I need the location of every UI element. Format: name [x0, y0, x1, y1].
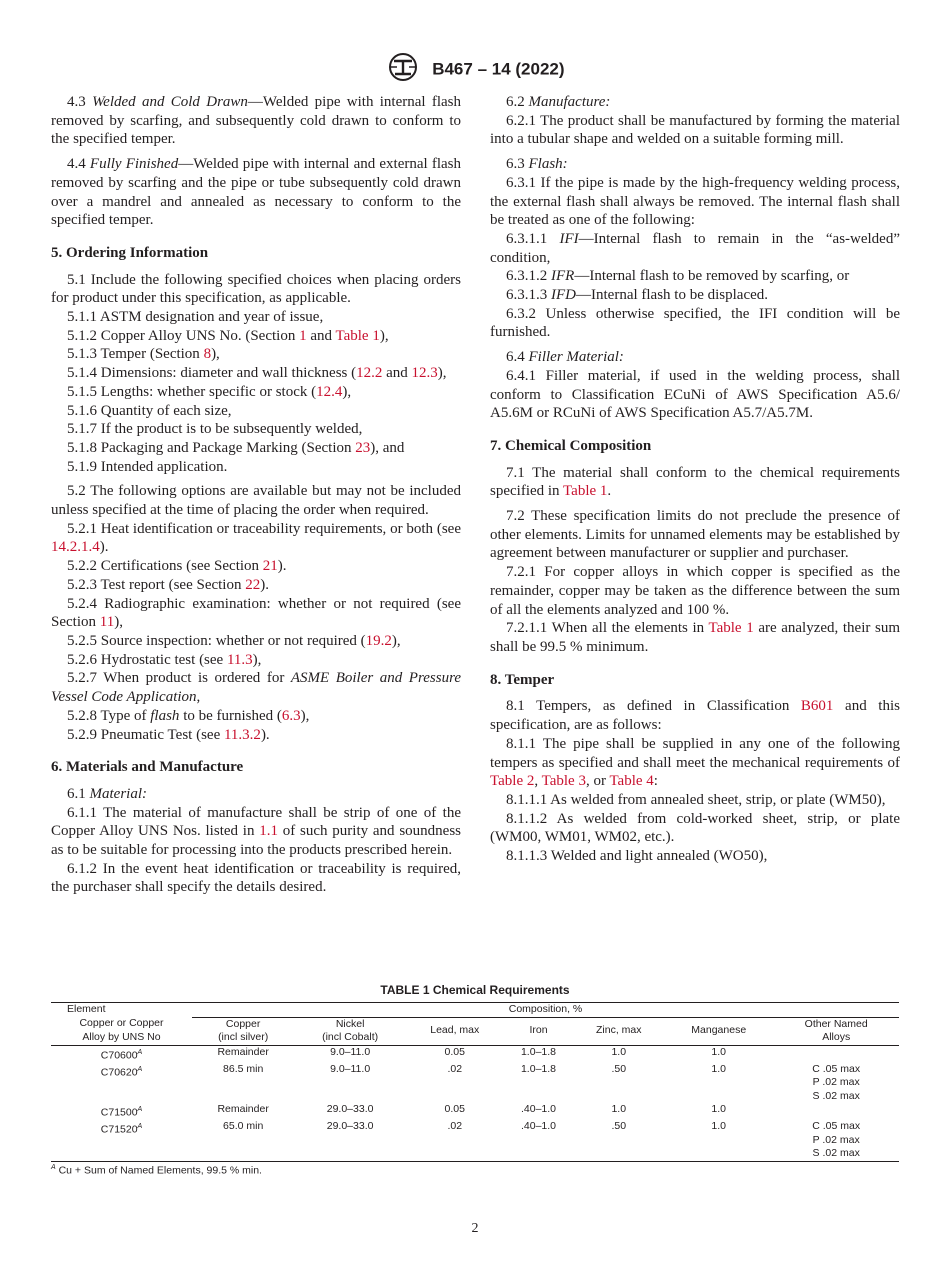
table-1-title: TABLE 1 Chemical Requirements	[380, 983, 570, 997]
para-8-1-1-1: 8.1.1.1 As welded from annealed sheet, strip, or plate (WM50),	[506, 791, 886, 808]
ref-1-1[interactable]: 1.1	[259, 823, 278, 840]
para-5-1-1: 5.1.1 ASTM designation and year of issue,	[67, 309, 324, 326]
para-8-1: 8.1 Tempers, as defined in Classification B601 and this specification, are as follows:	[490, 698, 900, 734]
ref-section-22[interactable]: 22	[245, 576, 261, 593]
ref-table-1[interactable]: Table 1	[563, 483, 608, 500]
col-zinc: Zinc, max	[573, 1017, 664, 1045]
para-5-2-1: 5.2.1 Heat identification or traceability requirements, or both (see 14.2.1.4).	[51, 520, 461, 556]
section-5-heading: 5. Ordering Information	[51, 244, 209, 261]
ref-table-1[interactable]: Table 1	[708, 620, 754, 637]
para-6-1-1: 6.1.1 The material of manufacture shall be strip of one of the Copper Alloy UNS Nos. listed in 1.1 of such purity and soundness as to be suitable for processing into the products prescribed herein.	[51, 804, 461, 859]
para-6-3-1: 6.3.1 If the pipe is made by the high-frequency welding process, the external flash shall always be removed. The internal flash shall be treated as one of the following:	[490, 174, 900, 229]
element-header: Element	[51, 1003, 192, 1018]
para-6-3-1-1: 6.3.1.1 IFI—Internal flash to remain in the “as-welded” condition,	[490, 230, 900, 266]
table-row: $C71500^A$ Remainder 29.0–33.0 0.05 .40–1.0 1.0 1.0	[100, 1103, 727, 1119]
ref-section-8[interactable]: 8	[203, 346, 212, 363]
astm-logo-icon	[385, 52, 421, 87]
para-5-1-5: 5.1.5 Lengths: whether specific or stock (12.4),	[67, 383, 352, 400]
para-6-3-1-3: 6.3.1.3 IFD—Internal flash to be displaced.	[506, 287, 769, 304]
para-7-2: 7.2 These specification limits do not preclude the presence of other elements. Limits for unnamed elements may be established by agreement between manufacturer or supplier and purchaser.	[490, 508, 900, 562]
para-5-2-5: 5.2.5 Source inspection: whether or not required (19.2),	[67, 632, 401, 649]
para-5-1: 5.1 Include the following specified choices when placing orders for product under this specification, as applicable.	[51, 271, 461, 307]
para-4-3: 4.3 Welded and Cold Drawn—Welded pipe with internal flash removed by scarfing, and subsequently cold drawn to conform to the specified temper.	[51, 94, 462, 148]
chemical-requirements-table	[51, 1002, 899, 1162]
para-6-3-2: 6.3.2 Unless otherwise specified, the IFI condition will be furnished.	[490, 305, 900, 341]
para-6-3: 6.3 Flash:	[506, 156, 568, 173]
para-6-4-1: 6.4.1 Filler material, if used in the welding process, shall conform to Classification ECuNi of AWS Specification A5.6/ A5.6M or RCuNi of AWS Specification A5.7/A5.7M.	[490, 367, 900, 422]
table-row: $C71520^A$ 65.0 min 29.0–33.0 .02 .40–1.0 .50 1.0 C .05 max P .02 max S .02 max	[51, 1120, 899, 1161]
page-number: 2	[471, 1221, 479, 1236]
ref-12-3[interactable]: 12.3	[411, 365, 438, 382]
para-5-1-9: 5.1.9 Intended application.	[67, 458, 228, 475]
ref-14-2-1-4[interactable]: 14.2.1.4	[51, 539, 100, 556]
para-5-1-7: 5.1.7 If the product is to be subsequently welded,	[67, 421, 363, 438]
section-6-heading: 6. Materials and Manufacture	[51, 759, 244, 776]
ref-section-11[interactable]: 11	[99, 614, 115, 631]
ref-section-1[interactable]: 1	[299, 327, 307, 344]
para-6-2-1: 6.2.1 The product shall be manufactured by forming the material into a tubular shape and welded on a suitable forming mill.	[490, 112, 900, 148]
para-7-1: 7.1 The material shall conform to the chemical requirements specified in Table 1.	[490, 464, 900, 500]
para-7-2-1-1: 7.2.1.1 When all the elements in Table 1 are analyzed, their sum shall be 99.5 % minimum.	[490, 620, 900, 655]
para-5-1-4: 5.1.4 Dimensions: diameter and wall thickness (12.2 and 12.3),	[67, 365, 447, 382]
ref-table-2[interactable]: Table 2	[490, 773, 535, 790]
ref-12-2[interactable]: 12.2	[356, 365, 383, 382]
section-7-heading: 7. Chemical Composition	[490, 437, 652, 454]
para-8-1-1-3: 8.1.1.3 Welded and light annealed (WO50),	[506, 848, 768, 865]
para-5-2-3: 5.2.3 Test report (see Section 22).	[67, 576, 269, 593]
ref-section-21[interactable]: 21	[262, 558, 278, 575]
left-column	[51, 93, 461, 897]
para-5-2-6: 5.2.6 Hydrostatic test (see 11.3),	[67, 651, 262, 668]
para-7-2-1: 7.2.1 For copper alloys in which copper is specified as the remainder, copper may be taken as the difference between the sum of all the elements analyzed and 100 %.	[490, 564, 900, 618]
page-header	[0, 52, 950, 87]
ref-section-23[interactable]: 23	[355, 439, 371, 456]
right-column	[490, 93, 900, 866]
para-6-1-2: 6.1.2 In the event heat identification or traceability is required, the purchaser shall specify the details desired.	[51, 860, 461, 896]
col-iron: Iron	[504, 1017, 574, 1045]
para-5-1-3: 5.1.3 Temper (Section 8),	[67, 346, 220, 363]
composition-header: Composition, %	[192, 1003, 899, 1018]
para-5-2-8: 5.2.8 Type of flash to be furnished (6.3),	[67, 707, 310, 724]
ref-table-4[interactable]: Table 4	[609, 773, 654, 790]
table-row: $C70600^A$ Remainder 9.0–11.0 0.05 1.0–1.8 1.0 1.0	[100, 1045, 727, 1061]
ref-6-3[interactable]: 6.3	[281, 707, 301, 724]
ref-11-3[interactable]: 11.3	[226, 651, 253, 668]
para-5-2-4: 5.2.4 Radiographic examination: whether or not required (see Section 11),	[51, 595, 461, 631]
ref-table-1[interactable]: Table 1	[335, 327, 380, 344]
col-copper: Copper (incl silver)	[192, 1017, 294, 1045]
ref-11-3-2[interactable]: 11.3.2	[223, 726, 261, 743]
para-6-3-1-2: 6.3.1.2 IFR—Internal flash to be removed by scarfing, or	[506, 268, 850, 285]
col-manganese: Manganese	[664, 1017, 773, 1045]
para-5-2-2: 5.2.2 Certifications (see Section 21).	[67, 558, 287, 575]
para-5-1-6: 5.1.6 Quantity of each size,	[67, 402, 232, 419]
para-6-2: 6.2 Manufacture:	[506, 94, 611, 110]
ref-19-2[interactable]: 19.2	[365, 632, 392, 649]
col-nickel: Nickel (incl Cobalt)	[294, 1017, 406, 1045]
para-5-2: 5.2 The following options are available but may not be included unless specified at the time of placing the order when required.	[51, 483, 461, 519]
para-6-1: 6.1 Material:	[67, 785, 147, 802]
section-8-heading: 8. Temper	[490, 671, 555, 688]
table-row: $C70620^A$ 86.5 min 9.0–11.0 .02 1.0–1.8 .50 1.0 C .05 max P .02 max S .02 max	[100, 1062, 861, 1102]
document-designation: B467 – 14 (2022)	[432, 59, 565, 79]
para-8-1-1: 8.1.1 The pipe shall be supplied in any one of the following tempers as specified and shall meet the mechanical requirements of Table 2, Table 3, or Table 4:	[490, 735, 900, 790]
para-5-1-2: 5.1.2 Copper Alloy UNS No. (Section 1 and Table 1),	[67, 327, 389, 344]
para-8-1-1-2: 8.1.1.2 As welded from cold-worked sheet, strip, or plate (WM00, WM01, WM02, etc.).	[490, 810, 900, 846]
ref-12-4[interactable]: 12.4	[316, 383, 343, 400]
ref-table-3[interactable]: Table 3	[541, 773, 586, 790]
col-lead: Lead, max	[406, 1017, 504, 1045]
para-5-1-8: 5.1.8 Packaging and Package Marking (Section 23), and	[67, 439, 405, 456]
ref-b601[interactable]: B601	[800, 698, 834, 715]
para-5-2-9: 5.2.9 Pneumatic Test (see 11.3.2).	[67, 726, 270, 743]
col-other: Other Named Alloys	[773, 1017, 899, 1045]
para-4-4: 4.4 Fully Finished—Welded pipe with internal and external flash removed by scarfing and the pipe or tube subsequently cold drawn over a mandrel and annealed as necessary to conform to the specified temper.	[51, 156, 461, 229]
para-5-2-7: 5.2.7 When product is ordered for ASME Boiler and Pressure Vessel Code Application,	[51, 670, 462, 706]
table-footnote: $^A$ Cu + Sum of Named Elements, 99.5 % min.	[51, 1164, 262, 1177]
col-element: Copper or Copper Alloy by UNS No	[51, 1017, 192, 1045]
para-6-4: 6.4 Filler Material:	[506, 349, 624, 366]
